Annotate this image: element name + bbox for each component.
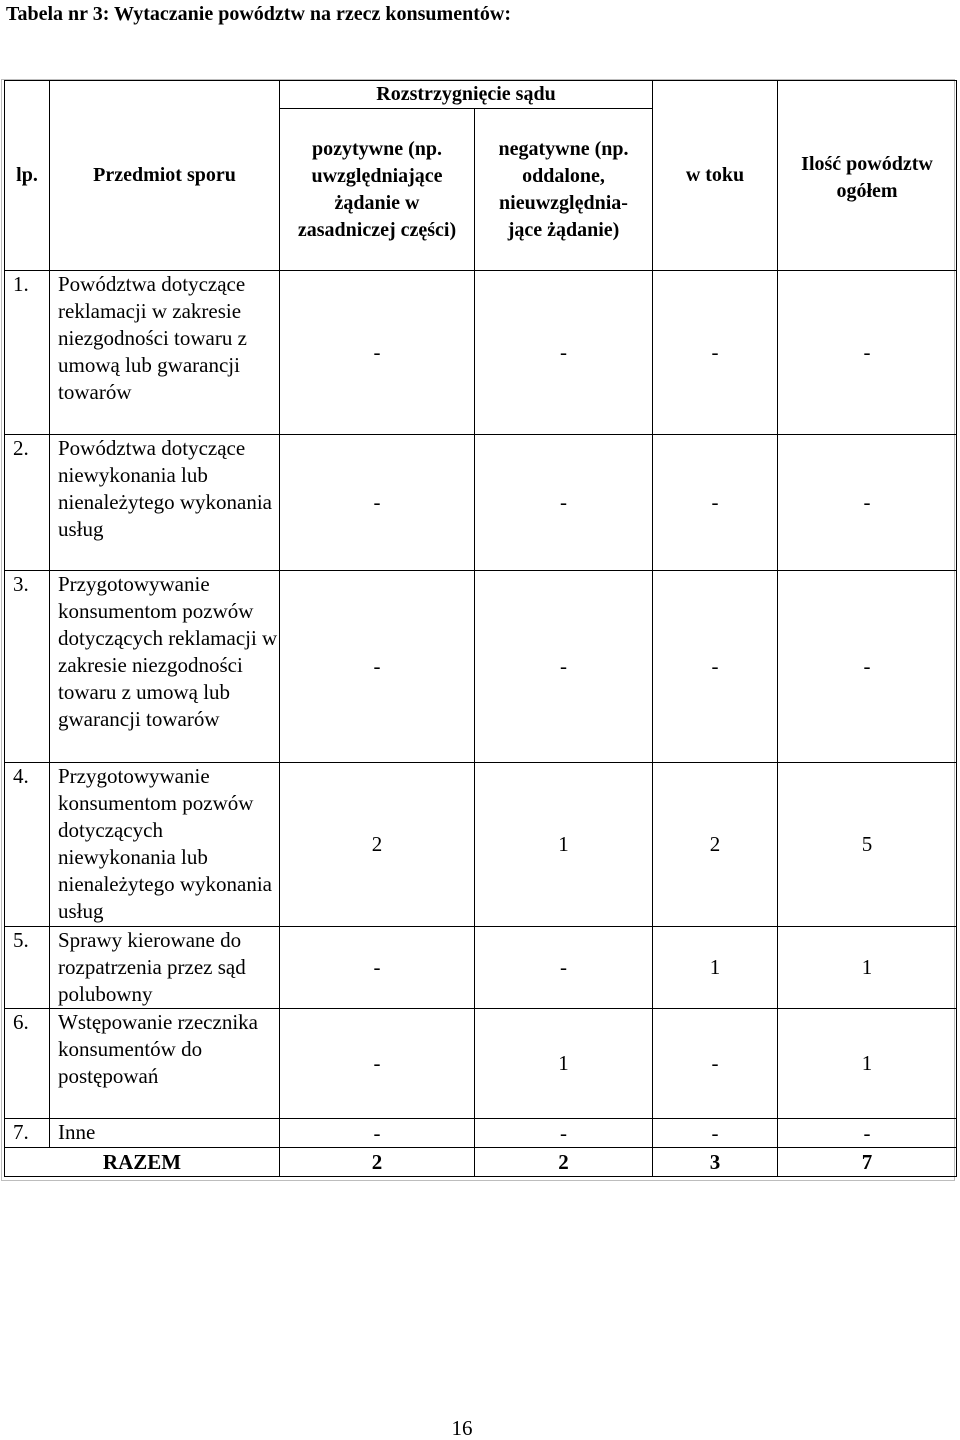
cell-pending: 2 (653, 763, 778, 927)
cell-total: 1 (778, 1009, 957, 1119)
summary-label: RAZEM (5, 1148, 280, 1177)
cell-negative: 1 (475, 763, 653, 927)
cell-negative: - (475, 1119, 653, 1148)
summary-pending: 3 (653, 1148, 778, 1177)
table-row (5, 271, 957, 435)
cell-total: - (778, 271, 957, 435)
summary-negative: 2 (475, 1148, 653, 1177)
header-subject: Przedmiot sporu (50, 81, 280, 271)
cell-negative: 1 (475, 1009, 653, 1119)
cell-positive: - (280, 1009, 475, 1119)
header-negative: negatywne (np. oddalone, nieuwzględnia-jące żądanie) (475, 109, 653, 271)
cell-pending: - (653, 1009, 778, 1119)
row-subject: Przygotowywanie konsumentom pozwów dotyczących niewykonania lub nienależytego wykonania usług (50, 763, 280, 927)
cell-total: - (778, 571, 957, 763)
cell-positive: - (280, 271, 475, 435)
header-lp: lp. (5, 81, 50, 271)
table-row (5, 927, 957, 1009)
header-decision: Rozstrzygnięcie sądu (280, 81, 653, 109)
summary-row (5, 1148, 957, 1177)
row-subject: Powództwa dotyczące reklamacji w zakresie niezgodności towaru z umową lub gwarancji towarów (50, 271, 280, 435)
row-subject: Wstępowanie rzecznika konsumentów do postępowań (50, 1009, 280, 1119)
row-number: 4. (5, 763, 50, 927)
cell-negative: - (475, 571, 653, 763)
cell-positive: - (280, 1119, 475, 1148)
cell-pending: 1 (653, 927, 778, 1009)
cell-total: - (778, 435, 957, 571)
cell-total: 5 (778, 763, 957, 927)
row-subject: Inne (50, 1119, 280, 1148)
row-subject: Przygotowywanie konsumentom pozwów dotyczących reklamacji w zakresie niezgodności towaru z umową lub gwarancji towarów (50, 571, 280, 763)
summary-positive: 2 (280, 1148, 475, 1177)
row-number: 2. (5, 435, 50, 571)
row-subject: Sprawy kierowane do rozpatrzenia przez sąd polubowny (50, 927, 280, 1009)
cell-positive: - (280, 927, 475, 1009)
cell-positive: 2 (280, 763, 475, 927)
cell-total: - (778, 1119, 957, 1148)
cell-negative: - (475, 435, 653, 571)
cell-pending: - (653, 435, 778, 571)
row-subject: Powództwa dotyczące niewykonania lub nienależytego wykonania usług (50, 435, 280, 571)
cell-pending: - (653, 271, 778, 435)
page-number: 16 (451, 1416, 473, 1440)
row-number: 5. (5, 927, 50, 1009)
lawsuits-table (4, 80, 957, 1177)
document-title: Tabela nr 3: Wytaczanie powództw na rzecz konsumentów: (6, 3, 511, 25)
table-row (5, 1009, 957, 1119)
row-number: 6. (5, 1009, 50, 1119)
cell-positive: - (280, 571, 475, 763)
table-row (5, 571, 957, 763)
header-total: Ilość powództw ogółem (778, 81, 957, 271)
summary-total: 7 (778, 1148, 957, 1177)
row-number: 7. (5, 1119, 50, 1148)
cell-pending: - (653, 1119, 778, 1148)
table-row (5, 435, 957, 571)
table-body (5, 271, 957, 1177)
cell-negative: - (475, 927, 653, 1009)
cell-positive: - (280, 435, 475, 571)
cell-pending: - (653, 571, 778, 763)
table-row (5, 763, 957, 927)
cell-total: 1 (778, 927, 957, 1009)
header-positive: pozytywne (np. uwzględniające żądanie w zasadniczej części) (280, 109, 475, 271)
table-row (5, 1119, 957, 1148)
header-pending: w toku (653, 81, 778, 271)
row-number: 1. (5, 271, 50, 435)
row-number: 3. (5, 571, 50, 763)
cell-negative: - (475, 271, 653, 435)
